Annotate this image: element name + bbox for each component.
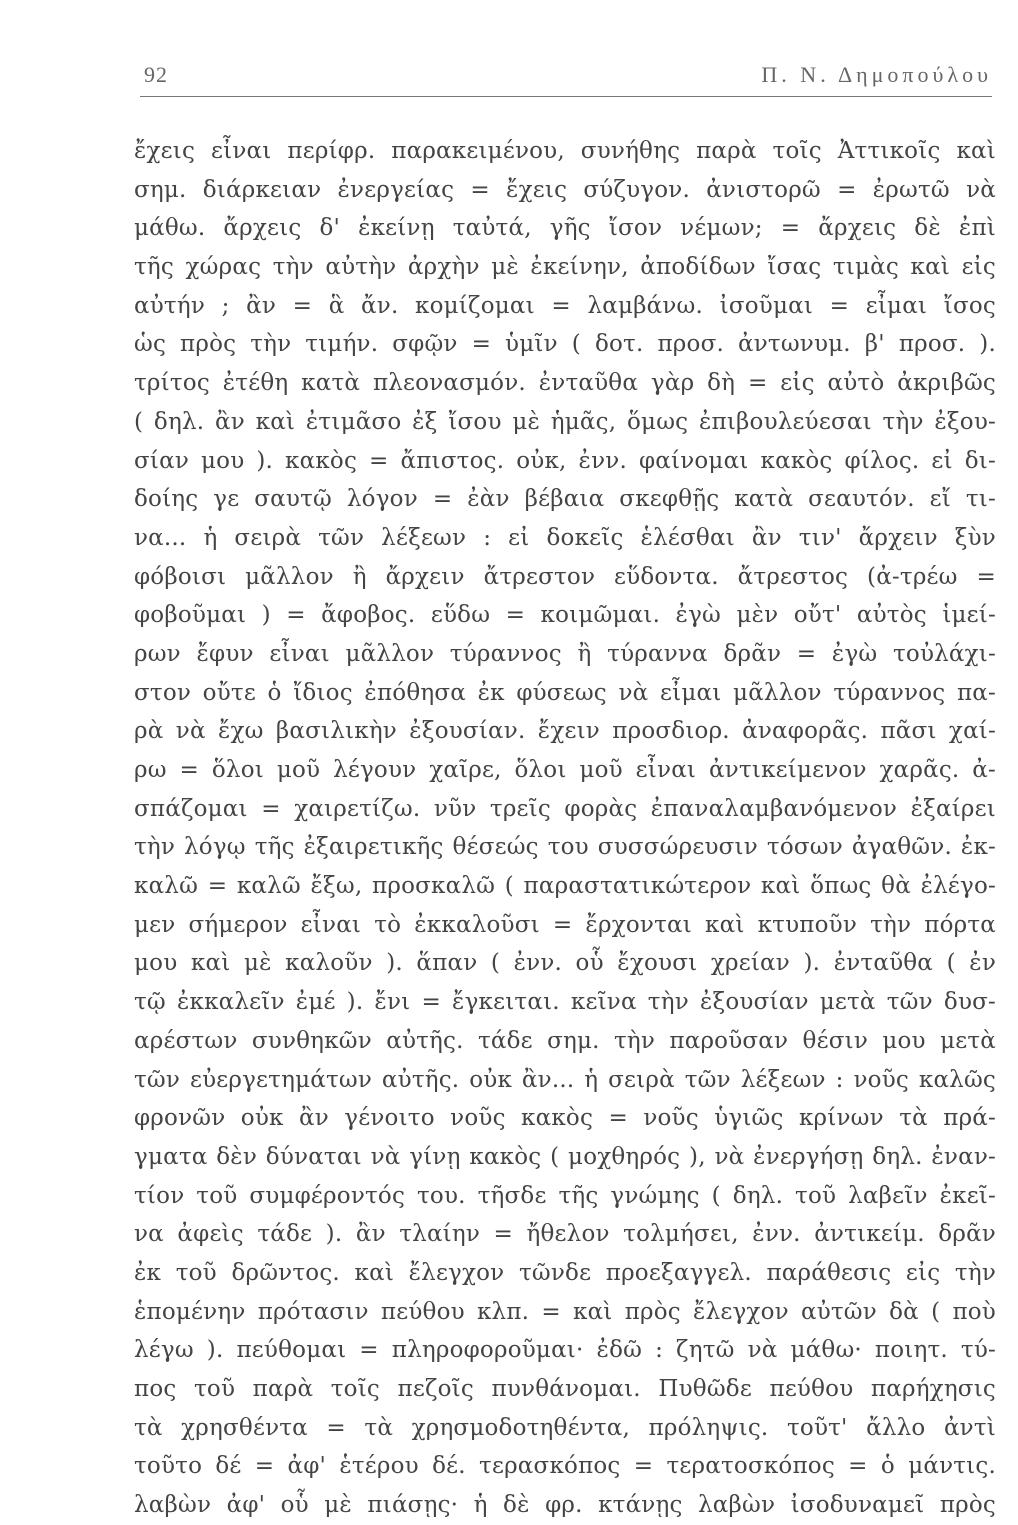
text-line: τοῦτο δέ = ἀφ' ἑτέρου δέ. τερασκόπος = τερατοσκόπος = ὁ μάντις. [134, 1453, 996, 1480]
text-line: σίαν μου ). κακὸς = ἄπιστος. οὐκ, ἐνν. φαίνομαι κακὸς φίλος. εἰ δι- [134, 447, 996, 474]
text-line: δοίης γε σαυτῷ λόγον = ἐὰν βέβαια σκεφθῇς κατὰ σεαυτόν. εἴ τι- [134, 486, 996, 513]
page-number: 92 [144, 62, 168, 87]
text-line: τῷ ἐκκαλεῖν ἐμέ ). ἔνι = ἔγκειται. κεῖνα τὴν ἐξουσίαν μετὰ τῶν δυσ- [134, 989, 996, 1016]
text-line: τῶν εὐεργετημάτων αὐτῆς. οὐκ ἂν... ἡ σειρὰ τῶν λέξεων : νοῦς καλῶς [134, 1066, 996, 1093]
text-line: καλῶ = καλῶ ἔξω, προσκαλῶ ( παραστατικώτερον καὶ ὅπως θὰ ἐλέγο- [134, 873, 996, 900]
text-line: γματα δὲν δύναται νὰ γίνῃ κακὸς ( μοχθηρός ), νὰ ἐνεργήσῃ δηλ. ἐναν- [134, 1143, 996, 1170]
text-line: τρίτος ἐτέθη κατὰ πλεονασμόν. ἐνταῦθα γὰρ δὴ = εἰς αὐτὸ ἀκριβῶς [134, 370, 996, 397]
text-line: τῆς χώρας τὴν αὐτὴν ἀρχὴν μὲ ἐκείνην, ἀποδίδων ἴσας τιμὰς καὶ εἰς [134, 254, 996, 281]
text-line: σημ. διάρκειαν ἐνεργείας = ἔχεις σύζυγον. ἀνιστορῶ = ἐρωτῶ νὰ [134, 176, 996, 203]
text-line: σπάζομαι = χαιρετίζω. νῦν τρεῖς φορὰς ἐπαναλαμβανόμενον ἐξαίρει [134, 795, 996, 822]
text-line: φοβοῦμαι ) = ἄφοβος. εὕδω = κοιμῶμαι. ἐγὼ μὲν οὔτ' αὐτὸς ἱμεί- [134, 602, 996, 629]
text-line: πος τοῦ παρὰ τοῖς πεζοῖς πυνθάνομαι. Πυθῶδε πεύθου παρήχησις [134, 1376, 996, 1402]
header-rule [140, 96, 992, 97]
text-line: αρέστων συνθηκῶν αὐτῆς. τάδε σημ. τὴν παροῦσαν θέσιν μου μετὰ [134, 1027, 996, 1054]
text-line: τὰ χρησθέντα = τὰ χρησμοδοτηθέντα, πρόληψις. τοῦτ' ἄλλο ἀντὶ [134, 1414, 996, 1441]
text-line: τὴν λόγῳ τῆς ἐξαιρετικῆς θέσεώς του συσσώρευσιν τόσων ἀγαθῶν. ἐκ- [134, 834, 996, 861]
text-line: ρω = ὅλοι μοῦ λέγουν χαῖρε, ὅλοι μοῦ εἶναι ἀντικείμενον χαρᾶς. ἀ- [134, 757, 996, 783]
text-line: ρων ἔφυν εἶναι μᾶλλον τύραννος ἢ τύραννα δρᾶν = ἐγὼ τοὐλάχι- [134, 640, 996, 667]
text-line: αὐτήν ; ἂν = ἃ ἄν. κομίζομαι = λαμβάνω. ἰσοῦμαι = εἶμαι ἴσος [134, 292, 996, 319]
text-line: στον οὔτε ὁ ἴδιος ἐπόθησα ἐκ φύσεως νὰ εἶμαι μᾶλλον τύραννος πα- [134, 679, 996, 706]
body-text [134, 132, 996, 1525]
text-line: μεν σήμερον εἶναι τὸ ἐκκαλοῦσι = ἔρχονται καὶ κτυποῦν τὴν πόρτα [134, 911, 996, 938]
text-line: φόβοισι μᾶλλον ἢ ἄρχειν ἄτρεστον εὕδοντα. ἄτρεστος (ἀ-τρέω = [134, 563, 996, 590]
text-line: λέγω ). πεύθομαι = πληροφοροῦμαι· ἐδῶ : ζητῶ νὰ μάθω· ποιητ. τύ- [134, 1337, 996, 1364]
running-head: Π. Ν. Δημοπούλου [761, 62, 992, 87]
text-line: τίον τοῦ συμφέροντός του. τῆσδε τῆς γνώμης ( δηλ. τοῦ λαβεῖν ἐκεῖ- [134, 1182, 996, 1209]
text-line: ὡς πρὸς τὴν τιμήν. σφῷν = ὑμῖν ( δοτ. προσ. ἀντωνυμ. β' προσ. ). [134, 331, 996, 358]
text-line: ἐκ τοῦ δρῶντος. καὶ ἔλεγχον τῶνδε προεξαγγελ. παράθεσις εἰς τὴν [134, 1259, 996, 1286]
page-header [140, 52, 992, 92]
text-line: ( δηλ. ἂν καὶ ἐτιμᾶσο ἐξ ἴσου μὲ ἡμᾶς, ὅμως ἐπιβουλεύεσαι τὴν ἐξου- [134, 408, 996, 435]
text-line: φρονῶν οὐκ ἂν γένοιτο νοῦς κακὸς = νοῦς ὑγιῶς κρίνων τὰ πρά- [134, 1105, 996, 1132]
text-line: ἔχεις εἶναι περίφρ. παρακειμένου, συνήθης παρὰ τοῖς Ἀττικοῖς καὶ [134, 138, 996, 164]
text-line: μάθω. ἄρχεις δ' ἐκείνῃ ταὐτά, γῆς ἴσον νέμων; = ἄρχεις δὲ ἐπὶ [134, 215, 996, 242]
text-line: ρὰ νὰ ἔχω βασιλικὴν ἐξουσίαν. ἔχειν προσδιορ. ἀναφορᾶς. πᾶσι χαί- [134, 718, 996, 745]
text-line: ἑπομένην πρότασιν πεύθου κλπ. = καὶ πρὸς ἔλεγχον αὐτῶν δὰ ( ποὺ [134, 1298, 996, 1325]
text-line: λαβὼν ἀφ' οὗ μὲ πιάσῃς· ἡ δὲ φρ. κτάνῃς λαβὼν ἰσοδυναμεῖ πρὸς [134, 1492, 996, 1519]
text-line: να ἀφεὶς τάδε ). ἂν τλαίην = ἤθελον τολμήσει, ἐνν. ἀντικείμ. δρᾶν [134, 1221, 996, 1248]
text-line: μου καὶ μὲ καλοῦν ). ἅπαν ( ἐνν. οὗ ἔχουσι χρείαν ). ἐνταῦθα ( ἐν [134, 950, 996, 977]
text-line: να... ἡ σειρὰ τῶν λέξεων : εἰ δοκεῖς ἑλέσθαι ἂν τιν' ἄρχειν ξὺν [134, 524, 996, 551]
